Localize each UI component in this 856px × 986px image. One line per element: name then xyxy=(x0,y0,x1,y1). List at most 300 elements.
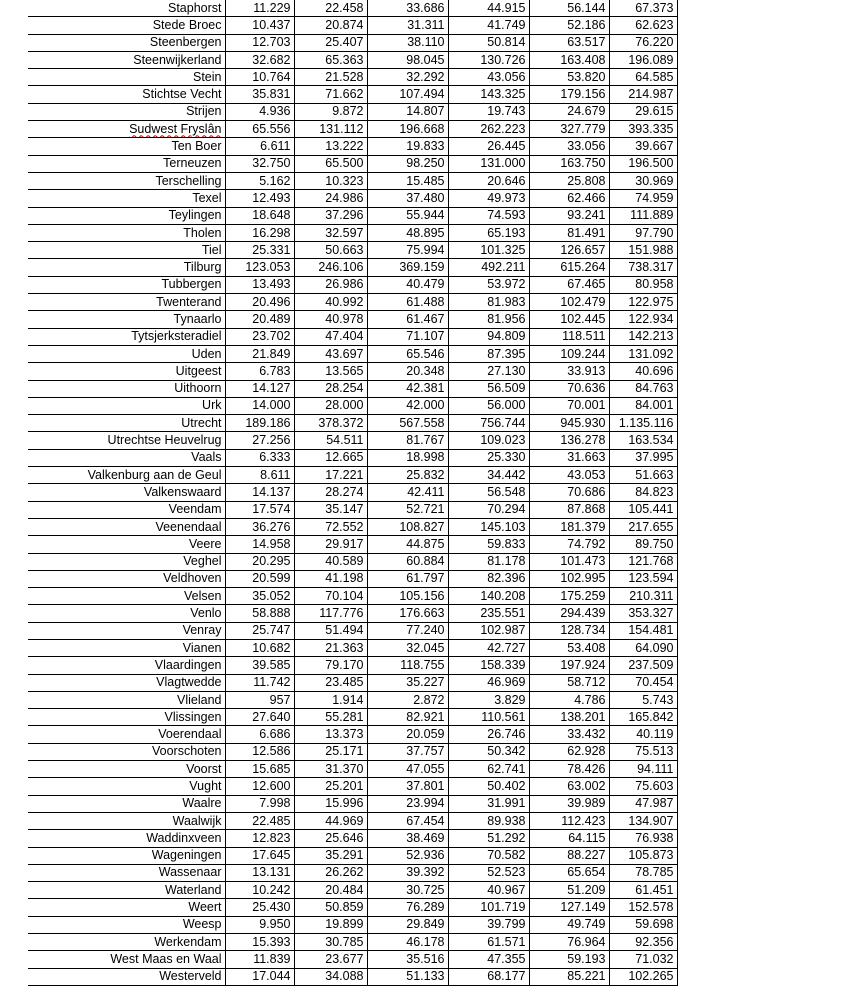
value-cell[interactable] xyxy=(294,207,367,224)
value-cell[interactable] xyxy=(448,812,529,829)
value-cell[interactable] xyxy=(225,138,294,155)
value-cell[interactable] xyxy=(448,570,529,587)
value-cell[interactable] xyxy=(225,899,294,916)
value-cell[interactable] xyxy=(294,432,367,449)
value-cell[interactable] xyxy=(448,830,529,847)
value-cell[interactable] xyxy=(529,328,609,345)
value-cell[interactable] xyxy=(448,86,529,103)
municipality-cell[interactable] xyxy=(28,311,225,328)
value-cell[interactable] xyxy=(529,0,609,17)
value-cell[interactable] xyxy=(294,951,367,968)
value-cell[interactable] xyxy=(225,830,294,847)
value-cell[interactable] xyxy=(609,34,677,51)
value-cell[interactable] xyxy=(367,224,448,241)
municipality-cell[interactable] xyxy=(28,224,225,241)
value-cell[interactable] xyxy=(529,847,609,864)
value-cell[interactable] xyxy=(294,190,367,207)
value-cell[interactable] xyxy=(448,847,529,864)
value-cell[interactable] xyxy=(294,138,367,155)
value-cell[interactable] xyxy=(294,415,367,432)
municipality-cell[interactable] xyxy=(28,864,225,881)
value-cell[interactable] xyxy=(225,380,294,397)
value-cell[interactable] xyxy=(367,743,448,760)
value-cell[interactable] xyxy=(367,691,448,708)
value-cell[interactable] xyxy=(367,328,448,345)
municipality-cell[interactable] xyxy=(28,951,225,968)
value-cell[interactable] xyxy=(529,951,609,968)
value-cell[interactable] xyxy=(529,864,609,881)
value-cell[interactable] xyxy=(529,726,609,743)
municipality-cell[interactable] xyxy=(28,34,225,51)
municipality-cell[interactable] xyxy=(28,899,225,916)
value-cell[interactable] xyxy=(225,536,294,553)
value-cell[interactable] xyxy=(609,69,677,86)
value-cell[interactable] xyxy=(294,743,367,760)
value-cell[interactable] xyxy=(609,121,677,138)
value-cell[interactable] xyxy=(294,86,367,103)
value-cell[interactable] xyxy=(448,934,529,951)
value-cell[interactable] xyxy=(294,622,367,639)
municipality-cell[interactable] xyxy=(28,69,225,86)
municipality-cell[interactable] xyxy=(28,674,225,691)
value-cell[interactable] xyxy=(529,795,609,812)
value-cell[interactable] xyxy=(225,795,294,812)
value-cell[interactable] xyxy=(448,259,529,276)
value-cell[interactable] xyxy=(367,242,448,259)
value-cell[interactable] xyxy=(294,17,367,34)
value-cell[interactable] xyxy=(225,207,294,224)
value-cell[interactable] xyxy=(367,812,448,829)
value-cell[interactable] xyxy=(529,467,609,484)
value-cell[interactable] xyxy=(448,121,529,138)
value-cell[interactable] xyxy=(609,172,677,189)
value-cell[interactable] xyxy=(367,69,448,86)
value-cell[interactable] xyxy=(529,224,609,241)
value-cell[interactable] xyxy=(225,449,294,466)
municipality-cell[interactable] xyxy=(28,138,225,155)
value-cell[interactable] xyxy=(529,172,609,189)
value-cell[interactable] xyxy=(225,190,294,207)
value-cell[interactable] xyxy=(367,484,448,501)
value-cell[interactable] xyxy=(225,691,294,708)
municipality-cell[interactable] xyxy=(28,449,225,466)
municipality-cell[interactable] xyxy=(28,432,225,449)
value-cell[interactable] xyxy=(609,605,677,622)
municipality-cell[interactable] xyxy=(28,709,225,726)
value-cell[interactable] xyxy=(294,121,367,138)
value-cell[interactable] xyxy=(448,795,529,812)
value-cell[interactable] xyxy=(294,657,367,674)
value-cell[interactable] xyxy=(609,138,677,155)
value-cell[interactable] xyxy=(367,138,448,155)
value-cell[interactable] xyxy=(529,691,609,708)
value-cell[interactable] xyxy=(529,605,609,622)
value-cell[interactable] xyxy=(367,432,448,449)
value-cell[interactable] xyxy=(367,207,448,224)
value-cell[interactable] xyxy=(225,397,294,414)
value-cell[interactable] xyxy=(448,51,529,68)
value-cell[interactable] xyxy=(294,709,367,726)
value-cell[interactable] xyxy=(225,294,294,311)
value-cell[interactable] xyxy=(225,726,294,743)
value-cell[interactable] xyxy=(529,812,609,829)
municipality-cell[interactable] xyxy=(28,345,225,362)
value-cell[interactable] xyxy=(225,224,294,241)
value-cell[interactable] xyxy=(448,103,529,120)
value-cell[interactable] xyxy=(225,674,294,691)
value-cell[interactable] xyxy=(529,674,609,691)
value-cell[interactable] xyxy=(448,155,529,172)
value-cell[interactable] xyxy=(448,743,529,760)
municipality-cell[interactable] xyxy=(28,916,225,933)
value-cell[interactable] xyxy=(529,934,609,951)
municipality-cell[interactable] xyxy=(28,259,225,276)
value-cell[interactable] xyxy=(529,709,609,726)
value-cell[interactable] xyxy=(609,622,677,639)
value-cell[interactable] xyxy=(609,709,677,726)
value-cell[interactable] xyxy=(367,467,448,484)
value-cell[interactable] xyxy=(529,311,609,328)
value-cell[interactable] xyxy=(529,69,609,86)
value-cell[interactable] xyxy=(529,536,609,553)
value-cell[interactable] xyxy=(448,553,529,570)
municipality-cell[interactable] xyxy=(28,501,225,518)
municipality-cell[interactable] xyxy=(28,172,225,189)
value-cell[interactable] xyxy=(225,328,294,345)
value-cell[interactable] xyxy=(529,899,609,916)
municipality-cell[interactable] xyxy=(28,726,225,743)
value-cell[interactable] xyxy=(367,311,448,328)
value-cell[interactable] xyxy=(609,397,677,414)
value-cell[interactable] xyxy=(225,847,294,864)
municipality-cell[interactable] xyxy=(28,17,225,34)
value-cell[interactable] xyxy=(225,69,294,86)
value-cell[interactable] xyxy=(294,536,367,553)
value-cell[interactable] xyxy=(448,0,529,17)
value-cell[interactable] xyxy=(294,103,367,120)
value-cell[interactable] xyxy=(294,51,367,68)
value-cell[interactable] xyxy=(609,501,677,518)
municipality-cell[interactable] xyxy=(28,103,225,120)
value-cell[interactable] xyxy=(294,155,367,172)
municipality-cell[interactable] xyxy=(28,657,225,674)
value-cell[interactable] xyxy=(448,968,529,985)
value-cell[interactable] xyxy=(529,968,609,985)
value-cell[interactable] xyxy=(367,864,448,881)
municipality-cell[interactable] xyxy=(28,778,225,795)
value-cell[interactable] xyxy=(367,294,448,311)
value-cell[interactable] xyxy=(529,761,609,778)
value-cell[interactable] xyxy=(294,467,367,484)
value-cell[interactable] xyxy=(294,968,367,985)
value-cell[interactable] xyxy=(448,207,529,224)
value-cell[interactable] xyxy=(529,294,609,311)
value-cell[interactable] xyxy=(448,69,529,86)
municipality-cell[interactable] xyxy=(28,691,225,708)
municipality-cell[interactable] xyxy=(28,743,225,760)
value-cell[interactable] xyxy=(294,380,367,397)
value-cell[interactable] xyxy=(225,553,294,570)
value-cell[interactable] xyxy=(448,484,529,501)
value-cell[interactable] xyxy=(225,864,294,881)
value-cell[interactable] xyxy=(225,639,294,656)
value-cell[interactable] xyxy=(367,622,448,639)
value-cell[interactable] xyxy=(367,380,448,397)
value-cell[interactable] xyxy=(225,467,294,484)
value-cell[interactable] xyxy=(367,605,448,622)
value-cell[interactable] xyxy=(367,588,448,605)
municipality-cell[interactable] xyxy=(28,242,225,259)
value-cell[interactable] xyxy=(225,259,294,276)
value-cell[interactable] xyxy=(609,259,677,276)
value-cell[interactable] xyxy=(225,121,294,138)
value-cell[interactable] xyxy=(529,276,609,293)
value-cell[interactable] xyxy=(225,709,294,726)
value-cell[interactable] xyxy=(448,363,529,380)
value-cell[interactable] xyxy=(225,761,294,778)
value-cell[interactable] xyxy=(294,778,367,795)
value-cell[interactable] xyxy=(367,17,448,34)
value-cell[interactable] xyxy=(294,172,367,189)
value-cell[interactable] xyxy=(367,882,448,899)
value-cell[interactable] xyxy=(225,103,294,120)
value-cell[interactable] xyxy=(609,467,677,484)
municipality-cell[interactable] xyxy=(28,467,225,484)
value-cell[interactable] xyxy=(367,345,448,362)
value-cell[interactable] xyxy=(448,276,529,293)
value-cell[interactable] xyxy=(448,467,529,484)
value-cell[interactable] xyxy=(225,242,294,259)
value-cell[interactable] xyxy=(225,51,294,68)
value-cell[interactable] xyxy=(294,830,367,847)
value-cell[interactable] xyxy=(448,639,529,656)
value-cell[interactable] xyxy=(367,553,448,570)
value-cell[interactable] xyxy=(448,449,529,466)
value-cell[interactable] xyxy=(609,743,677,760)
value-cell[interactable] xyxy=(609,657,677,674)
municipality-cell[interactable] xyxy=(28,294,225,311)
value-cell[interactable] xyxy=(609,155,677,172)
value-cell[interactable] xyxy=(609,691,677,708)
value-cell[interactable] xyxy=(609,363,677,380)
value-cell[interactable] xyxy=(609,899,677,916)
value-cell[interactable] xyxy=(529,121,609,138)
value-cell[interactable] xyxy=(529,103,609,120)
value-cell[interactable] xyxy=(367,0,448,17)
municipality-cell[interactable] xyxy=(28,363,225,380)
municipality-cell[interactable] xyxy=(28,968,225,985)
value-cell[interactable] xyxy=(609,882,677,899)
value-cell[interactable] xyxy=(367,86,448,103)
municipality-cell[interactable] xyxy=(28,207,225,224)
value-cell[interactable] xyxy=(529,778,609,795)
value-cell[interactable] xyxy=(609,951,677,968)
value-cell[interactable] xyxy=(448,328,529,345)
municipality-cell[interactable] xyxy=(28,847,225,864)
value-cell[interactable] xyxy=(294,691,367,708)
value-cell[interactable] xyxy=(609,0,677,17)
value-cell[interactable] xyxy=(529,380,609,397)
value-cell[interactable] xyxy=(609,588,677,605)
value-cell[interactable] xyxy=(367,830,448,847)
value-cell[interactable] xyxy=(448,380,529,397)
value-cell[interactable] xyxy=(609,328,677,345)
value-cell[interactable] xyxy=(448,17,529,34)
value-cell[interactable] xyxy=(529,17,609,34)
value-cell[interactable] xyxy=(225,622,294,639)
value-cell[interactable] xyxy=(529,882,609,899)
value-cell[interactable] xyxy=(529,588,609,605)
municipality-cell[interactable] xyxy=(28,536,225,553)
value-cell[interactable] xyxy=(609,242,677,259)
municipality-cell[interactable] xyxy=(28,588,225,605)
value-cell[interactable] xyxy=(448,172,529,189)
value-cell[interactable] xyxy=(448,242,529,259)
municipality-cell[interactable] xyxy=(28,397,225,414)
municipality-cell[interactable] xyxy=(28,380,225,397)
value-cell[interactable] xyxy=(529,830,609,847)
value-cell[interactable] xyxy=(529,86,609,103)
value-cell[interactable] xyxy=(609,916,677,933)
value-cell[interactable] xyxy=(367,916,448,933)
value-cell[interactable] xyxy=(294,726,367,743)
value-cell[interactable] xyxy=(294,934,367,951)
value-cell[interactable] xyxy=(448,224,529,241)
value-cell[interactable] xyxy=(609,51,677,68)
value-cell[interactable] xyxy=(294,449,367,466)
value-cell[interactable] xyxy=(448,34,529,51)
value-cell[interactable] xyxy=(225,951,294,968)
value-cell[interactable] xyxy=(609,190,677,207)
value-cell[interactable] xyxy=(294,345,367,362)
value-cell[interactable] xyxy=(609,639,677,656)
value-cell[interactable] xyxy=(367,34,448,51)
value-cell[interactable] xyxy=(367,397,448,414)
value-cell[interactable] xyxy=(225,657,294,674)
value-cell[interactable] xyxy=(448,882,529,899)
value-cell[interactable] xyxy=(225,363,294,380)
value-cell[interactable] xyxy=(367,190,448,207)
value-cell[interactable] xyxy=(529,138,609,155)
value-cell[interactable] xyxy=(609,795,677,812)
value-cell[interactable] xyxy=(367,778,448,795)
value-cell[interactable] xyxy=(448,864,529,881)
value-cell[interactable] xyxy=(367,259,448,276)
value-cell[interactable] xyxy=(609,86,677,103)
value-cell[interactable] xyxy=(529,34,609,51)
value-cell[interactable] xyxy=(529,242,609,259)
value-cell[interactable] xyxy=(609,294,677,311)
value-cell[interactable] xyxy=(609,449,677,466)
value-cell[interactable] xyxy=(367,121,448,138)
value-cell[interactable] xyxy=(294,34,367,51)
value-cell[interactable] xyxy=(448,345,529,362)
value-cell[interactable] xyxy=(529,190,609,207)
value-cell[interactable] xyxy=(529,518,609,535)
value-cell[interactable] xyxy=(225,605,294,622)
value-cell[interactable] xyxy=(367,951,448,968)
value-cell[interactable] xyxy=(448,311,529,328)
municipality-cell[interactable] xyxy=(28,795,225,812)
municipality-cell[interactable] xyxy=(28,812,225,829)
value-cell[interactable] xyxy=(448,501,529,518)
value-cell[interactable] xyxy=(448,622,529,639)
value-cell[interactable] xyxy=(294,501,367,518)
value-cell[interactable] xyxy=(609,778,677,795)
value-cell[interactable] xyxy=(529,449,609,466)
value-cell[interactable] xyxy=(529,484,609,501)
value-cell[interactable] xyxy=(225,812,294,829)
municipality-cell[interactable] xyxy=(28,155,225,172)
value-cell[interactable] xyxy=(225,882,294,899)
value-cell[interactable] xyxy=(225,276,294,293)
value-cell[interactable] xyxy=(367,968,448,985)
value-cell[interactable] xyxy=(448,397,529,414)
value-cell[interactable] xyxy=(448,691,529,708)
value-cell[interactable] xyxy=(448,138,529,155)
municipality-cell[interactable] xyxy=(28,639,225,656)
value-cell[interactable] xyxy=(294,224,367,241)
value-cell[interactable] xyxy=(225,34,294,51)
value-cell[interactable] xyxy=(225,916,294,933)
value-cell[interactable] xyxy=(367,726,448,743)
value-cell[interactable] xyxy=(367,761,448,778)
value-cell[interactable] xyxy=(294,570,367,587)
municipality-cell[interactable] xyxy=(28,86,225,103)
value-cell[interactable] xyxy=(609,674,677,691)
municipality-cell[interactable] xyxy=(28,830,225,847)
value-cell[interactable] xyxy=(367,795,448,812)
value-cell[interactable] xyxy=(609,415,677,432)
municipality-cell[interactable] xyxy=(28,622,225,639)
value-cell[interactable] xyxy=(294,916,367,933)
value-cell[interactable] xyxy=(609,432,677,449)
municipality-cell[interactable] xyxy=(28,51,225,68)
value-cell[interactable] xyxy=(609,570,677,587)
value-cell[interactable] xyxy=(448,588,529,605)
value-cell[interactable] xyxy=(225,778,294,795)
value-cell[interactable] xyxy=(529,639,609,656)
value-cell[interactable] xyxy=(225,172,294,189)
value-cell[interactable] xyxy=(225,86,294,103)
value-cell[interactable] xyxy=(529,51,609,68)
value-cell[interactable] xyxy=(225,484,294,501)
value-cell[interactable] xyxy=(294,518,367,535)
value-cell[interactable] xyxy=(225,415,294,432)
value-cell[interactable] xyxy=(367,536,448,553)
value-cell[interactable] xyxy=(294,864,367,881)
value-cell[interactable] xyxy=(529,553,609,570)
value-cell[interactable] xyxy=(294,294,367,311)
value-cell[interactable] xyxy=(294,311,367,328)
value-cell[interactable] xyxy=(609,847,677,864)
value-cell[interactable] xyxy=(294,328,367,345)
municipality-cell[interactable] xyxy=(28,518,225,535)
value-cell[interactable] xyxy=(609,536,677,553)
value-cell[interactable] xyxy=(448,536,529,553)
value-cell[interactable] xyxy=(294,397,367,414)
value-cell[interactable] xyxy=(448,761,529,778)
value-cell[interactable] xyxy=(367,709,448,726)
municipality-cell[interactable] xyxy=(28,415,225,432)
value-cell[interactable] xyxy=(294,0,367,17)
value-cell[interactable] xyxy=(609,345,677,362)
value-cell[interactable] xyxy=(529,207,609,224)
municipality-cell[interactable] xyxy=(28,328,225,345)
value-cell[interactable] xyxy=(225,570,294,587)
value-cell[interactable] xyxy=(609,311,677,328)
value-cell[interactable] xyxy=(529,415,609,432)
